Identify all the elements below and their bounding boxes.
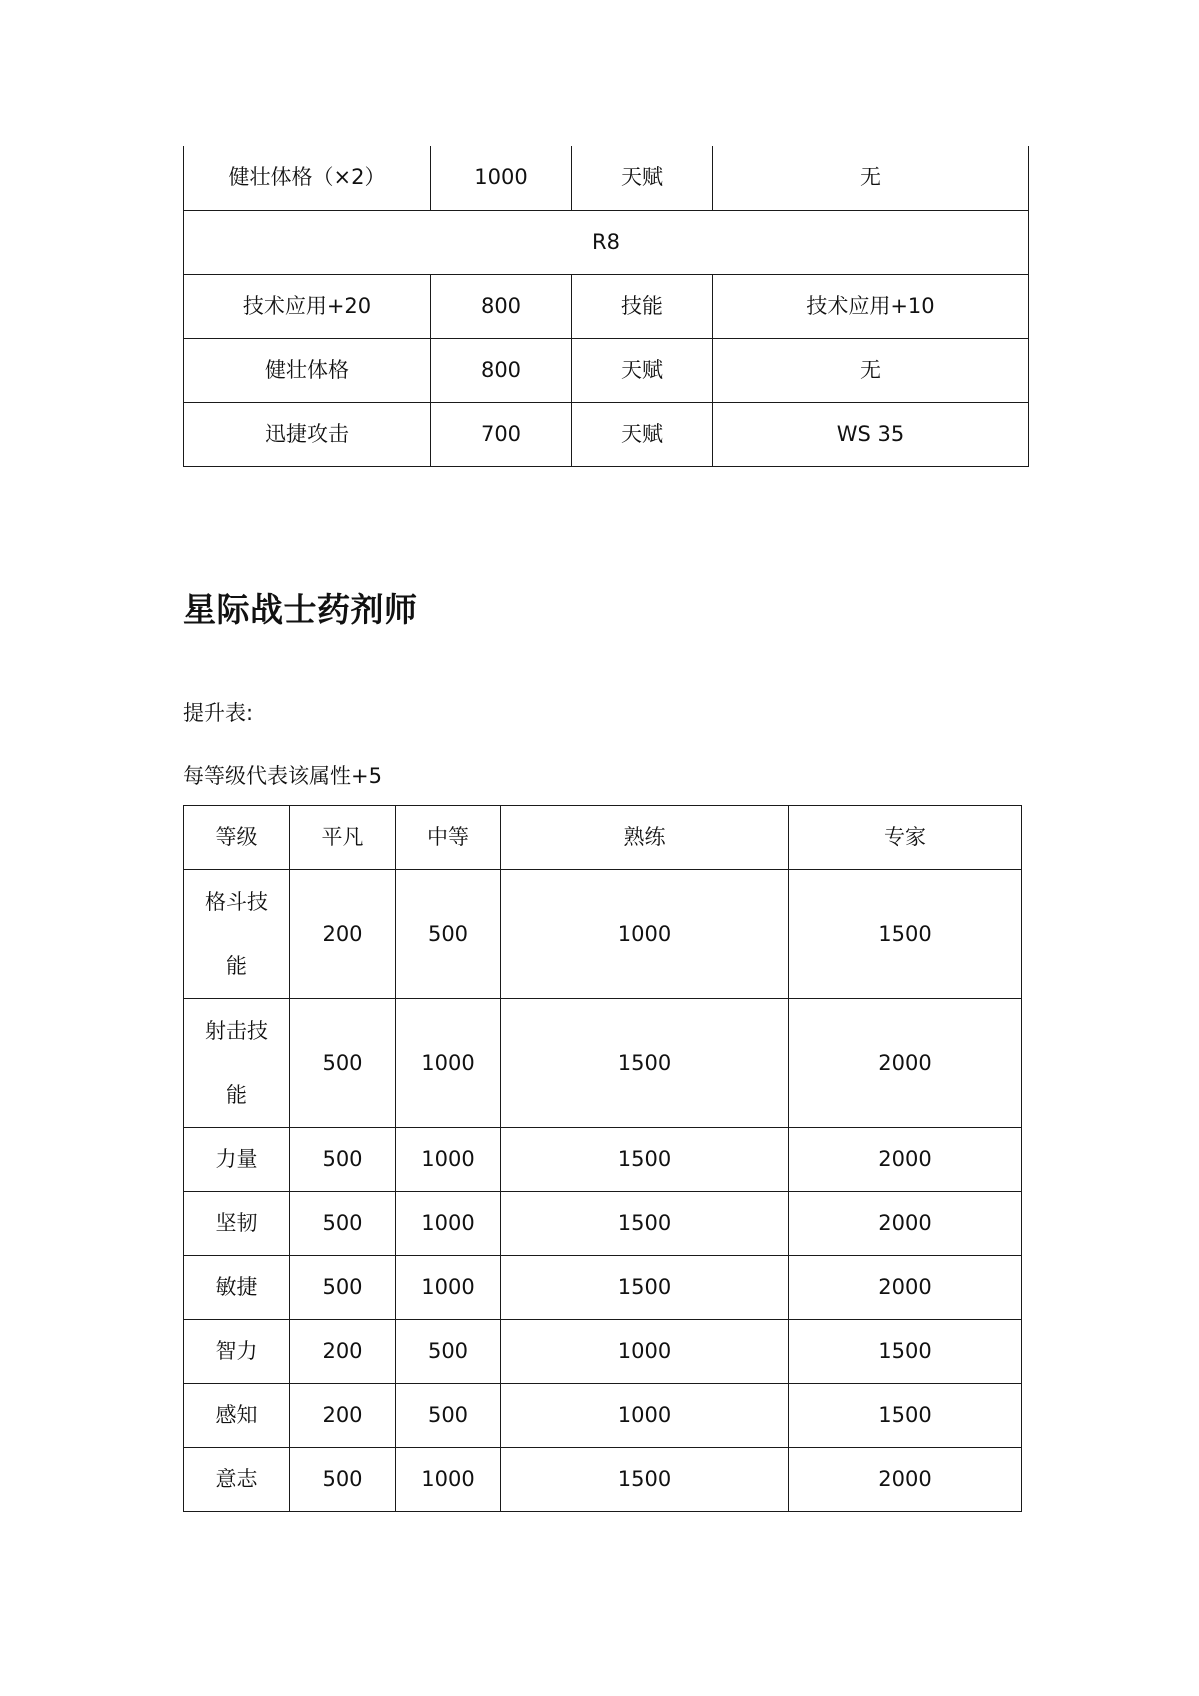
advances-table-continued bbox=[183, 146, 1029, 467]
section-title: 星际战士药剂师 bbox=[183, 590, 418, 629]
attribute-cell: 敏捷 bbox=[184, 1256, 290, 1320]
table-cell: 200 bbox=[290, 870, 396, 999]
table-cell: 200 bbox=[290, 1384, 396, 1448]
attribute-cell: 智力 bbox=[184, 1320, 290, 1384]
table-cell: 1000 bbox=[396, 1128, 501, 1192]
table-cell: 200 bbox=[290, 1320, 396, 1384]
attribute-label: 格斗技能 bbox=[205, 890, 268, 978]
table-row bbox=[184, 1384, 1022, 1448]
table-cell: 500 bbox=[290, 1192, 396, 1256]
table-cell: 无 bbox=[713, 338, 1029, 402]
upgrade-table bbox=[183, 805, 1022, 1512]
rank-label: R8 bbox=[184, 210, 1029, 274]
table-cell: 1000 bbox=[396, 999, 501, 1128]
table-row bbox=[184, 1128, 1022, 1192]
table-cell: 1000 bbox=[501, 1384, 789, 1448]
table-cell: 500 bbox=[290, 999, 396, 1128]
table-cell: 2000 bbox=[789, 999, 1022, 1128]
table-row bbox=[184, 338, 1029, 402]
paragraph-upgrade-table-label: 提升表: bbox=[183, 701, 254, 725]
table-row bbox=[184, 274, 1029, 338]
table-row bbox=[184, 1448, 1022, 1512]
header-cell: 专家 bbox=[789, 806, 1022, 870]
table-cell: 1000 bbox=[501, 1320, 789, 1384]
table-cell: 1000 bbox=[396, 1256, 501, 1320]
header-cell: 等级 bbox=[184, 806, 290, 870]
attribute-cell: 意志 bbox=[184, 1448, 290, 1512]
header-cell: 平凡 bbox=[290, 806, 396, 870]
header-cell: 熟练 bbox=[501, 806, 789, 870]
table-cell: 800 bbox=[431, 274, 572, 338]
table-cell: 700 bbox=[431, 402, 572, 466]
table-cell: 500 bbox=[290, 1448, 396, 1512]
header-cell: 中等 bbox=[396, 806, 501, 870]
table-cell: 2000 bbox=[789, 1192, 1022, 1256]
table-row bbox=[184, 870, 1022, 999]
table-cell: 1500 bbox=[789, 1384, 1022, 1448]
table-cell: 技术应用+10 bbox=[713, 274, 1029, 338]
table-cell: 500 bbox=[396, 1384, 501, 1448]
table-row bbox=[184, 999, 1022, 1128]
table-header-row bbox=[184, 806, 1022, 870]
table-row bbox=[184, 1320, 1022, 1384]
table-row bbox=[184, 1256, 1022, 1320]
table-cell: 2000 bbox=[789, 1128, 1022, 1192]
attribute-cell: 力量 bbox=[184, 1128, 290, 1192]
table-row bbox=[184, 402, 1029, 466]
table-cell: 1500 bbox=[501, 999, 789, 1128]
table-cell: 1500 bbox=[789, 1320, 1022, 1384]
table-cell: 500 bbox=[290, 1256, 396, 1320]
table-cell: 天赋 bbox=[572, 338, 713, 402]
attribute-cell: 坚韧 bbox=[184, 1192, 290, 1256]
table-cell: 1000 bbox=[396, 1448, 501, 1512]
attribute-cell bbox=[184, 870, 290, 999]
table-cell: 1500 bbox=[501, 1192, 789, 1256]
table-cell: 1000 bbox=[396, 1192, 501, 1256]
table-cell: 1000 bbox=[431, 146, 572, 210]
table-row bbox=[184, 1192, 1022, 1256]
table-cell: 技术应用+20 bbox=[184, 274, 431, 338]
table-cell: 1500 bbox=[789, 870, 1022, 999]
attribute-cell bbox=[184, 999, 290, 1128]
table-cell: 迅捷攻击 bbox=[184, 402, 431, 466]
table-row bbox=[184, 146, 1029, 210]
table-cell: WS 35 bbox=[713, 402, 1029, 466]
table-cell: 天赋 bbox=[572, 402, 713, 466]
paragraph-level-note: 每等级代表该属性+5 bbox=[183, 764, 382, 788]
table-cell: 无 bbox=[713, 146, 1029, 210]
table-cell: 500 bbox=[290, 1128, 396, 1192]
table-cell: 健壮体格（×2） bbox=[184, 146, 431, 210]
table-cell: 1500 bbox=[501, 1256, 789, 1320]
attribute-cell: 感知 bbox=[184, 1384, 290, 1448]
table-cell: 2000 bbox=[789, 1256, 1022, 1320]
table-cell: 健壮体格 bbox=[184, 338, 431, 402]
attribute-label: 射击技能 bbox=[205, 1019, 268, 1107]
table-cell: 1500 bbox=[501, 1448, 789, 1512]
table-cell: 1500 bbox=[501, 1128, 789, 1192]
table-cell: 天赋 bbox=[572, 146, 713, 210]
table-cell: 1000 bbox=[501, 870, 789, 999]
table-cell: 技能 bbox=[572, 274, 713, 338]
table-cell: 500 bbox=[396, 1320, 501, 1384]
table-cell: 2000 bbox=[789, 1448, 1022, 1512]
table-cell: 800 bbox=[431, 338, 572, 402]
table-row-rank-header bbox=[184, 210, 1029, 274]
table-cell: 500 bbox=[396, 870, 501, 999]
